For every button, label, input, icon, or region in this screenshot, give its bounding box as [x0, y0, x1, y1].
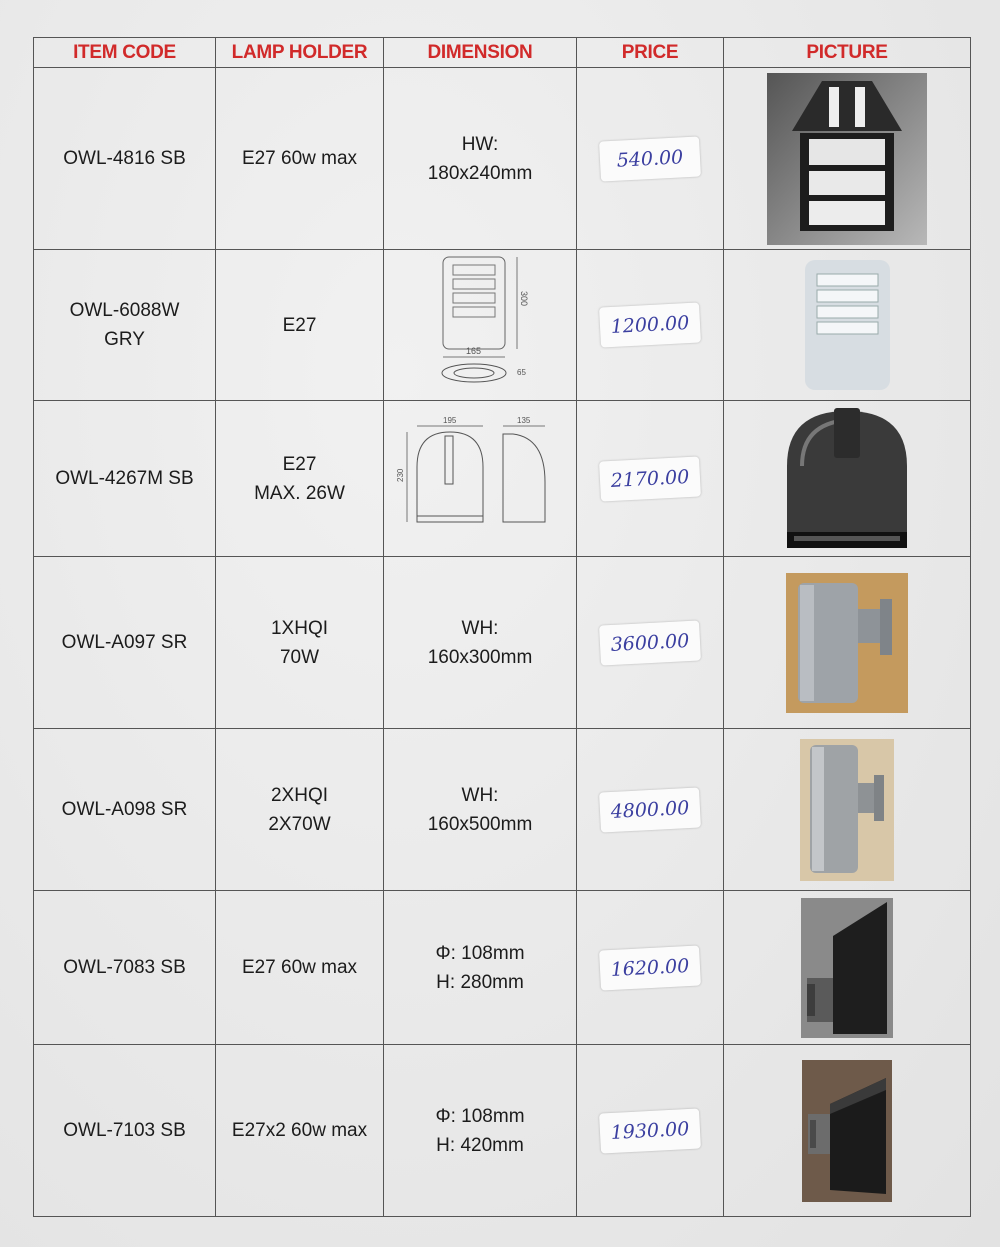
price-tag: 2170.00 — [599, 456, 701, 501]
dimension-line: H: 420mm — [436, 1134, 524, 1156]
header-dimension: DIMENSION — [384, 38, 577, 68]
picture-cell — [724, 891, 971, 1045]
dimension-drawing — [395, 412, 565, 537]
price-cell — [577, 1045, 724, 1217]
lamp-holder-line: E27 60w max — [241, 148, 358, 169]
lamp-holder-cell — [216, 1045, 384, 1217]
table-row — [34, 68, 971, 250]
price-cell — [577, 729, 724, 891]
lamp-holder-line: E27 — [282, 453, 317, 475]
picture-cell — [724, 250, 971, 401]
item-code-cell — [34, 250, 216, 401]
louvered-wall-lamp-photo — [805, 260, 890, 390]
price-tag: 3600.00 — [599, 620, 701, 665]
price-tag: 1930.00 — [599, 1108, 701, 1153]
lantern-lamp-photo — [767, 73, 927, 245]
price-tag: 1200.00 — [599, 302, 701, 347]
item-code-cell — [34, 401, 216, 557]
item-code-line: OWL-A098 SR — [61, 799, 188, 820]
dimension-cell — [384, 891, 577, 1045]
price-cell — [577, 557, 724, 729]
picture-cell — [724, 68, 971, 250]
item-code-line: OWL-4267M SB — [55, 468, 194, 489]
table-row — [34, 891, 971, 1045]
dimension-line: 160x500mm — [427, 813, 533, 835]
drawing-height-label: 300 — [519, 290, 529, 306]
lamp-holder-line: 2XHQI — [270, 784, 329, 806]
item-code-cell — [34, 1045, 216, 1217]
price-tag: 540.00 — [599, 136, 701, 181]
price-list-table — [33, 37, 971, 1217]
item-code-cell — [34, 68, 216, 250]
item-code-line: OWL-A097 SR — [61, 632, 188, 653]
lamp-holder-cell — [216, 891, 384, 1045]
item-code-line: OWL-4816 SB — [63, 148, 186, 169]
drawing-width-label: 195 — [443, 415, 457, 425]
lamp-holder-line: E27 60w max — [241, 957, 358, 978]
lamp-holder-line: 1XHQI — [270, 617, 329, 639]
item-code-cell — [34, 557, 216, 729]
angled-black-wall-lamp-photo — [801, 898, 893, 1038]
dimension-line: HW: — [461, 133, 499, 155]
header-item-code: ITEM CODE — [34, 38, 216, 68]
dimension-cell — [384, 68, 577, 250]
dimension-line: Φ: 108mm — [435, 1105, 525, 1127]
cylinder-wall-lamp-photo — [786, 573, 908, 713]
picture-cell — [724, 557, 971, 729]
price-cell — [577, 250, 724, 401]
picture-cell — [724, 401, 971, 557]
dimension-cell — [384, 1045, 577, 1217]
lamp-holder-cell — [216, 557, 384, 729]
dimension-drawing — [425, 251, 535, 391]
header-price: PRICE — [577, 38, 724, 68]
drawing-width-label: 165 — [466, 345, 482, 356]
dimension-line: H: 280mm — [436, 971, 524, 993]
table-row — [34, 250, 971, 401]
price-cell — [577, 891, 724, 1045]
price-tag: 4800.00 — [599, 787, 701, 832]
dimension-cell — [384, 401, 577, 557]
header-picture: PICTURE — [724, 38, 971, 68]
dimension-line: WH: — [461, 784, 499, 806]
lamp-holder-line: MAX. 26W — [254, 482, 345, 504]
tall-cylinder-wall-lamp-photo — [800, 739, 894, 881]
lamp-holder-cell — [216, 401, 384, 557]
dimension-line: 160x300mm — [427, 646, 533, 668]
price-tag: 1620.00 — [599, 945, 701, 990]
header-row — [34, 38, 971, 68]
dimension-line: Φ: 108mm — [435, 942, 525, 964]
lamp-holder-line: 70W — [279, 646, 320, 668]
item-code-cell — [34, 891, 216, 1045]
picture-cell — [724, 1045, 971, 1217]
item-code-cell — [34, 729, 216, 891]
dome-wall-lamp-photo — [782, 406, 912, 551]
item-code-line: OWL-6088W — [69, 300, 180, 321]
lamp-holder-cell — [216, 250, 384, 401]
drawing-depth-label: 65 — [517, 367, 526, 377]
table-row — [34, 401, 971, 557]
lamp-holder-line: E27 — [282, 314, 317, 336]
dimension-line: WH: — [461, 617, 499, 639]
table-row — [34, 1045, 971, 1217]
item-code-line: OWL-7103 SB — [63, 1120, 186, 1141]
lamp-holder-line: E27x2 60w max — [231, 1120, 368, 1141]
lamp-holder-cell — [216, 729, 384, 891]
price-cell — [577, 401, 724, 557]
lamp-holder-line: 2X70W — [268, 813, 331, 835]
picture-cell — [724, 729, 971, 891]
price-cell — [577, 68, 724, 250]
dimension-cell — [384, 557, 577, 729]
table-row — [34, 729, 971, 891]
drawing-height-label: 230 — [396, 468, 405, 482]
item-code-line: OWL-7083 SB — [63, 957, 186, 978]
lamp-holder-cell — [216, 68, 384, 250]
header-lamp-holder: LAMP HOLDER — [216, 38, 384, 68]
dimension-cell — [384, 250, 577, 401]
large-angled-wall-lamp-photo — [802, 1060, 892, 1202]
drawing-depth-label: 135 — [517, 415, 531, 425]
item-code-line: GRY — [104, 329, 145, 350]
dimension-line: 180x240mm — [427, 162, 533, 184]
dimension-cell — [384, 729, 577, 891]
table-row — [34, 557, 971, 729]
